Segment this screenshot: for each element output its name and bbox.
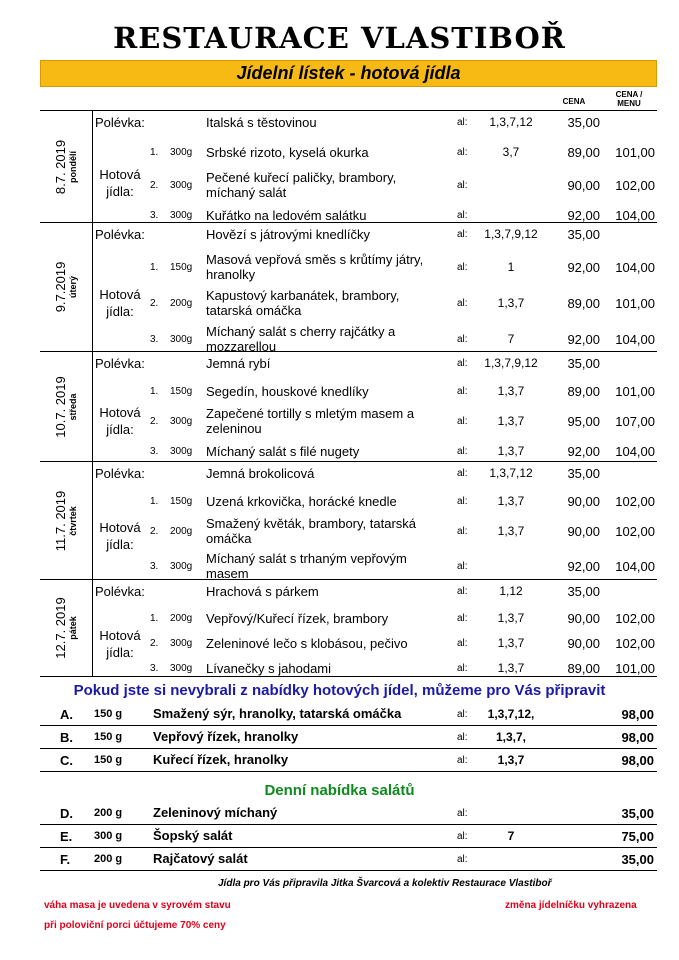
soup-allergens: 1,12: [499, 584, 523, 598]
offer-weight: 150 g: [94, 754, 123, 766]
allergen-label: al:: [457, 261, 468, 273]
soup-name: Jemná brokolicová: [206, 466, 315, 481]
offer-name: Vepřový řízek, hranolky: [153, 729, 299, 744]
meal-menu-price: 104,00: [615, 443, 655, 459]
meal-allergens: 1,3,7: [497, 383, 525, 398]
meal-price: 89,00: [567, 144, 600, 160]
meal-menu-price: 104,00: [615, 331, 655, 347]
allergen-label: al:: [457, 229, 468, 240]
offer-name: Rajčatový salát: [153, 851, 248, 866]
soup-name: Hovězí s játrovými knedlíčky: [206, 227, 370, 242]
offer-weight: 200 g: [94, 853, 123, 865]
allergen-label: al:: [457, 495, 468, 507]
offer-code: E.: [60, 829, 73, 844]
allergen-label: al:: [457, 210, 468, 221]
allergen-label: al:: [457, 854, 468, 865]
meal-number: 1.: [150, 146, 159, 158]
separator-line: [40, 676, 657, 677]
day-date: 9.7.2019: [53, 261, 68, 313]
divider: [92, 111, 93, 222]
meal-allergens: 1,3,7: [497, 523, 525, 538]
allergen-label: al:: [457, 663, 468, 674]
meal-number: 3.: [150, 560, 159, 572]
soup-name: Italská s těstovinou: [206, 115, 317, 130]
day-name: pondělí: [68, 150, 78, 183]
soup-price: 35,00: [567, 466, 600, 481]
meal-number: 1.: [150, 385, 159, 397]
meal-menu-price: 101,00: [615, 144, 655, 160]
day-label: [40, 223, 92, 351]
meal-name: Uzená krkovička, horácké knedle: [206, 493, 397, 509]
meal-weight: 300g: [170, 179, 193, 191]
allergen-label: al:: [457, 586, 468, 597]
offer-code: A.: [60, 707, 73, 722]
meal-weight: 300g: [170, 333, 193, 345]
day-label: [40, 111, 92, 222]
meal-weight: 200g: [170, 613, 193, 624]
divider: [92, 352, 93, 461]
meal-name: omáčka: [206, 531, 252, 546]
menu-banner: Jídelní lístek - hotová jídla: [40, 60, 657, 87]
meal-name: Zeleninové lečo s klobásou, pečivo: [206, 636, 408, 651]
offer-price: 35,00: [621, 806, 654, 821]
offer-name: Smažený sýr, hranolky, tatarská omáčka: [153, 706, 402, 721]
offer-code: D.: [60, 806, 73, 821]
soup-allergens: 1,3,7,9,12: [484, 356, 538, 370]
meal-name: Lívanečky s jahodami: [206, 661, 332, 676]
allergen-label: al:: [457, 146, 468, 158]
allergen-label: al:: [457, 117, 468, 128]
day-name: pátek: [68, 616, 78, 640]
day-block: [40, 351, 657, 461]
meal-number: 2.: [150, 297, 159, 309]
meal-menu-price: 104,00: [615, 558, 655, 574]
day-name: úterý: [68, 275, 78, 299]
divider: [92, 580, 93, 676]
offer-price: 98,00: [621, 753, 654, 768]
soup-name: Jemná rybí: [206, 356, 271, 371]
day-date: 11.7. 2019: [53, 490, 68, 551]
meal-allergens: 1,3,7: [497, 636, 525, 650]
allergen-label: al:: [457, 638, 468, 649]
meal-number: 3.: [150, 445, 159, 457]
meal-name: masem: [206, 566, 249, 581]
day-block: [40, 110, 657, 222]
offer-weight: 300 g: [94, 830, 123, 842]
meal-price: 90,00: [567, 611, 600, 626]
meal-menu-price: 101,00: [615, 383, 655, 399]
meal-weight: 150g: [170, 385, 193, 397]
meal-weight: 200g: [170, 525, 193, 537]
meal-weight: 150g: [170, 261, 193, 273]
meal-price: 89,00: [567, 295, 600, 311]
allergen-label: al:: [457, 808, 468, 819]
menu-price-column-header: CENA / MENU: [615, 90, 643, 108]
meal-allergens: 1: [507, 259, 515, 274]
soup-allergens: 1,3,7,12: [489, 115, 533, 129]
meal-price: 89,00: [567, 383, 600, 399]
soup-label: Polévka:: [95, 115, 145, 130]
meal-price: 95,00: [567, 413, 600, 429]
hot-meals-label: Hotová jídla:: [99, 405, 141, 437]
soup-label: Polévka:: [95, 466, 145, 481]
meal-price: 92,00: [567, 558, 600, 574]
meal-allergens: 3,7: [502, 144, 520, 159]
soup-label: Polévka:: [95, 356, 145, 371]
hot-meals-label: Hotová jídla:: [99, 520, 141, 552]
meal-name: Segedín, houskové knedlíky: [206, 383, 369, 399]
offer-row: [40, 825, 657, 848]
soup-price: 35,00: [567, 115, 600, 130]
soup-label: Polévka:: [95, 584, 145, 599]
soup-allergens: 1,3,7,9,12: [484, 227, 538, 241]
allergen-label: al:: [457, 468, 468, 479]
meal-number: 2.: [150, 638, 159, 649]
meal-price: 92,00: [567, 443, 600, 459]
meal-menu-price: 102,00: [615, 611, 655, 626]
day-date: 12.7. 2019: [53, 597, 68, 659]
meal-price: 92,00: [567, 259, 600, 275]
meal-weight: 300g: [170, 146, 193, 158]
meal-number: 2.: [150, 525, 159, 537]
hot-meals-label: Hotová jídla:: [99, 287, 141, 319]
meal-menu-price: 104,00: [615, 259, 655, 275]
meal-name: Vepřový/Kuřecí řízek, brambory: [206, 611, 389, 626]
meal-name: mozzarellou: [206, 339, 277, 354]
meal-menu-price: 107,00: [615, 413, 655, 429]
offer-price: 98,00: [621, 730, 654, 745]
meal-number: 1.: [150, 261, 159, 273]
soup-label: Polévka:: [95, 227, 145, 242]
offer-code: B.: [60, 730, 73, 745]
soup-allergens: 1,3,7,12: [489, 466, 533, 480]
offer-code: F.: [60, 852, 71, 867]
offer-weight: 150 g: [94, 708, 123, 720]
meal-price: 92,00: [567, 331, 600, 347]
allergen-label: al:: [457, 831, 468, 842]
meal-allergens: 1,3,7: [497, 493, 525, 508]
meal-weight: 300g: [170, 560, 193, 572]
meal-price: 89,00: [567, 661, 600, 676]
price-column-header: CENA: [562, 97, 586, 106]
offer-name: Kuřecí řízek, hranolky: [153, 752, 289, 767]
meal-menu-price: 104,00: [615, 208, 655, 223]
day-block: [40, 222, 657, 354]
meal-name: Srbské rizoto, kyselá okurka: [206, 144, 369, 160]
offer-row: [40, 749, 657, 772]
allergen-label: al:: [457, 613, 468, 624]
offer-name: Šopský salát: [153, 828, 233, 843]
meal-allergens: 1,3,7: [497, 611, 525, 625]
meal-weight: 150g: [170, 495, 193, 507]
meal-number: 3.: [150, 663, 159, 674]
meal-allergens: 1,3,7: [497, 443, 525, 458]
meal-price: 90,00: [567, 493, 600, 509]
allergen-label: al:: [457, 755, 468, 766]
allergen-label: al:: [457, 445, 468, 457]
soup-price: 35,00: [567, 584, 600, 599]
day-name: čtvrtek: [68, 505, 78, 536]
meal-name: zeleninou: [206, 421, 262, 436]
meal-price: 92,00: [567, 208, 600, 223]
offer-name: Zeleninový míchaný: [153, 805, 278, 820]
allergen-label: al:: [457, 179, 468, 191]
soup-name: Hrachová s párkem: [206, 584, 319, 599]
allergen-label: al:: [457, 709, 468, 720]
meal-name: Pečené kuřecí paličky, brambory,: [206, 170, 397, 185]
meal-weight: 300g: [170, 638, 193, 649]
meal-name: Míchaný salát s trhaným vepřovým: [206, 551, 407, 566]
meal-allergens: 1,3,7: [497, 295, 525, 310]
meal-name: tatarská omáčka: [206, 303, 302, 318]
soup-price: 35,00: [567, 356, 600, 371]
allergen-label: al:: [457, 333, 468, 345]
meal-price: 90,00: [567, 523, 600, 539]
offer-row: [40, 802, 657, 825]
allergen-label: al:: [457, 297, 468, 309]
allergen-label: al:: [457, 358, 468, 369]
note-menu-change: změna jídelníčku vyhrazena: [505, 900, 637, 911]
offer-allergens: 1,3,7,12,: [487, 707, 535, 721]
meal-weight: 300g: [170, 445, 193, 457]
meal-menu-price: 101,00: [615, 295, 655, 311]
meal-number: 3.: [150, 210, 159, 221]
meal-name: Kuřátko na ledovém salátku: [206, 208, 367, 223]
note-weight: váha masa je uvedena v syrovém stavu: [44, 900, 231, 911]
meal-name: Míchaný salát s cherry rajčátky a: [206, 324, 396, 339]
extra-offer-title: Pokud jste si nevybrali z nabídky hotových jídel, můžeme pro Vás připravit: [73, 682, 606, 699]
footer-credit: Jídla pro Vás připravila Jitka Švarcová a kolektiv Restaurace Vlastiboř: [218, 878, 552, 889]
meal-name: Kapustový karbanátek, brambory,: [206, 288, 400, 303]
allergen-label: al:: [457, 560, 468, 572]
meal-name: míchaný salát: [206, 185, 287, 200]
offer-price: 98,00: [621, 707, 654, 722]
offer-row: [40, 726, 657, 749]
meal-menu-price: 102,00: [615, 493, 655, 509]
meal-name: Smažený květák, brambory, tatarská: [206, 516, 417, 531]
soup-price: 35,00: [567, 227, 600, 242]
meal-name: Míchaný salát s filé nugety: [206, 443, 360, 459]
meal-number: 3.: [150, 333, 159, 345]
offer-weight: 150 g: [94, 731, 123, 743]
salad-offer-title: Denní nabídka salátů: [264, 782, 415, 799]
meal-menu-price: 102,00: [615, 636, 655, 651]
hot-meals-label: Hotová jídla:: [99, 167, 141, 199]
restaurant-title: RESTAURACE VLASTIBOŘ: [113, 21, 566, 55]
meal-number: 2.: [150, 415, 159, 427]
meal-number: 1.: [150, 495, 159, 507]
meal-allergens: 1,3,7: [497, 661, 525, 675]
offer-price: 75,00: [621, 829, 654, 844]
offer-row: [40, 848, 657, 871]
day-label: [40, 352, 92, 461]
offer-allergens: 1,3,7,: [495, 730, 527, 744]
allergen-label: al:: [457, 525, 468, 537]
offer-weight: 200 g: [94, 807, 123, 819]
offer-row: [40, 703, 657, 726]
day-date: 8.7. 2019: [53, 139, 68, 194]
offer-code: C.: [60, 753, 73, 768]
offer-price: 35,00: [621, 852, 654, 867]
meal-price: 90,00: [567, 636, 600, 651]
meal-weight: 200g: [170, 297, 193, 309]
day-name: středa: [68, 392, 78, 421]
note-half-portion: při poloviční porci účtujeme 70% ceny: [44, 920, 226, 931]
day-label: [40, 580, 92, 676]
hot-meals-label: Hotová jídla:: [99, 628, 141, 660]
day-block: [40, 579, 657, 676]
meal-weight: 300g: [170, 415, 193, 427]
meal-name: Zapečené tortilly s mletým masem a: [206, 406, 415, 421]
day-date: 10.7. 2019: [53, 375, 68, 438]
meal-menu-price: 102,00: [615, 177, 655, 193]
allergen-label: al:: [457, 732, 468, 743]
meal-number: 1.: [150, 613, 159, 624]
meal-name: hranolky: [206, 267, 256, 282]
day-label: [40, 462, 92, 579]
divider: [92, 223, 93, 351]
meal-number: 2.: [150, 179, 159, 191]
offer-allergens: 1,3,7: [497, 753, 525, 767]
meal-allergens: 7: [507, 331, 515, 346]
day-block: [40, 461, 657, 579]
offer-allergens: 7: [507, 829, 515, 843]
meal-allergens: 1,3,7: [497, 413, 525, 428]
meal-name: Masová vepřová směs s krůtímy játry,: [206, 252, 424, 267]
meal-menu-price: 101,00: [615, 661, 655, 676]
allergen-label: al:: [457, 385, 468, 397]
meal-weight: 300g: [170, 210, 193, 221]
meal-price: 90,00: [567, 177, 600, 193]
divider: [92, 462, 93, 579]
allergen-label: al:: [457, 415, 468, 427]
meal-menu-price: 102,00: [615, 523, 655, 539]
meal-weight: 300g: [170, 663, 193, 674]
